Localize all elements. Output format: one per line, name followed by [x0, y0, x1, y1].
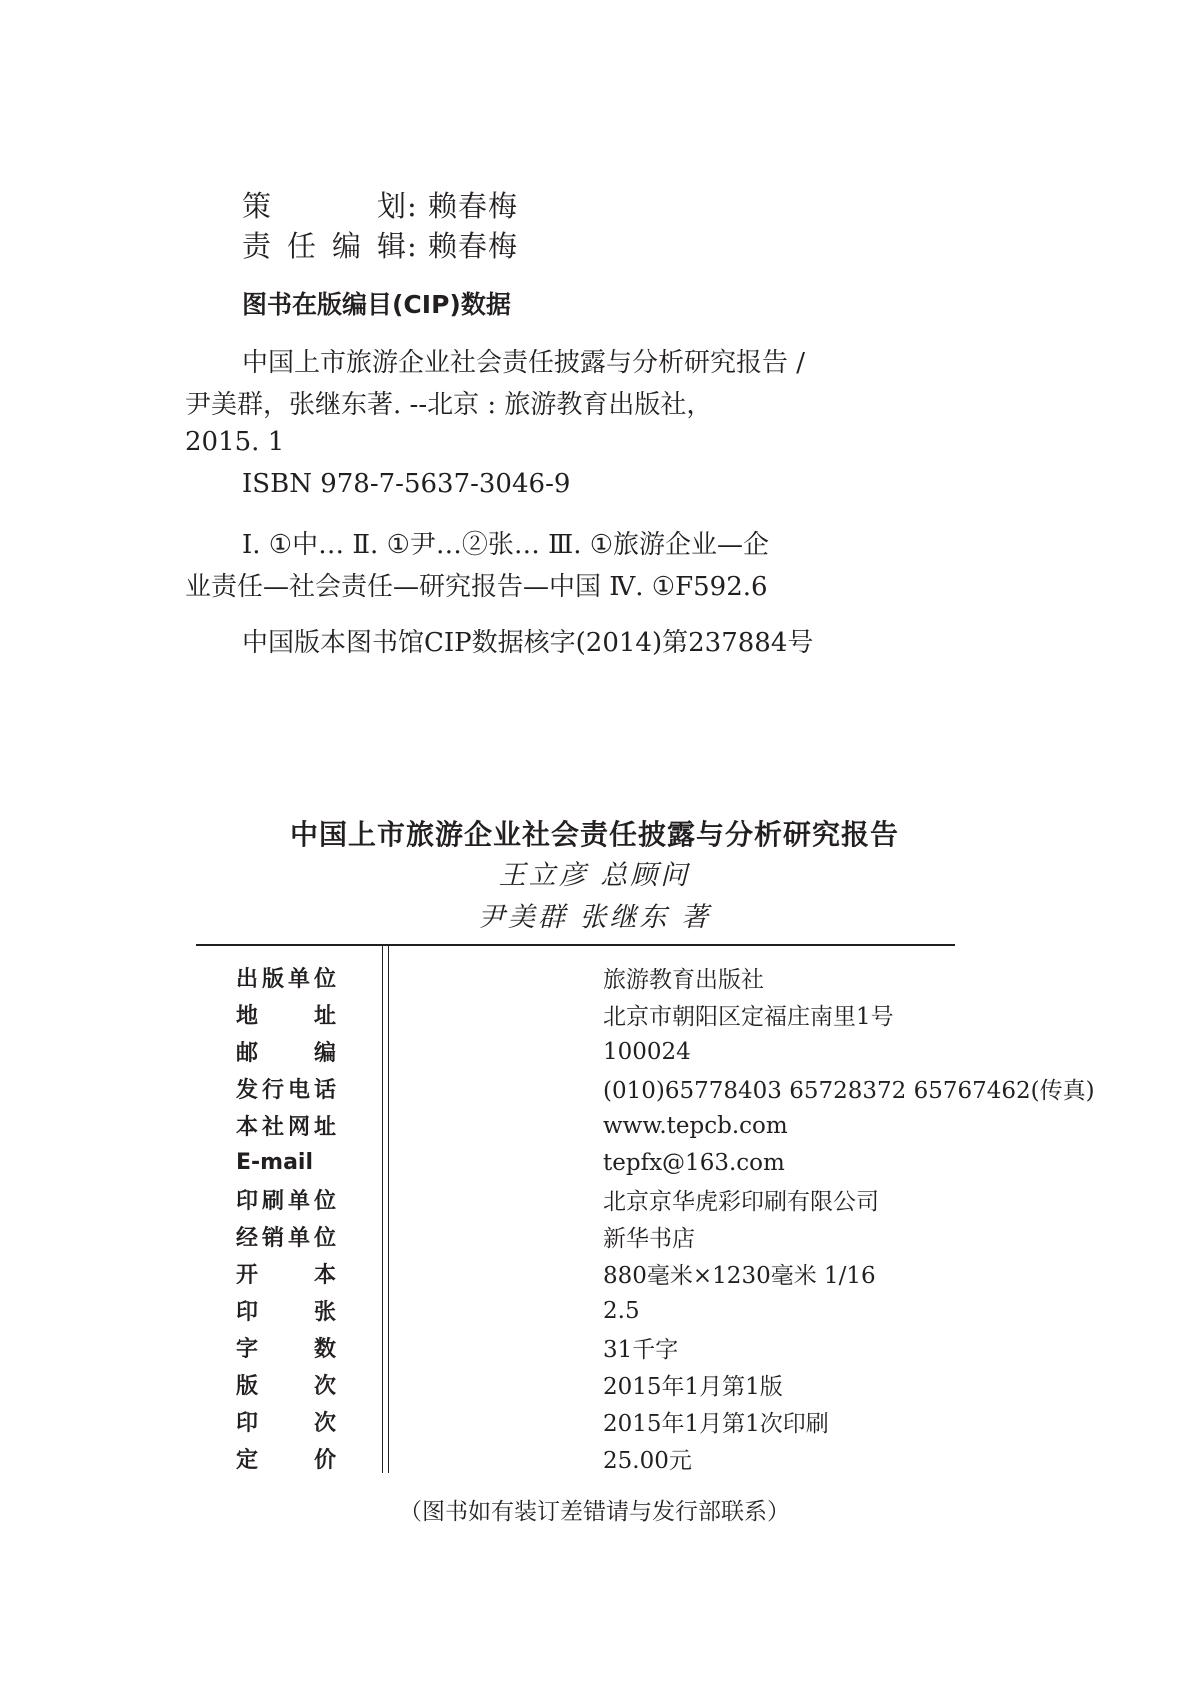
publication-info-table [236, 959, 1095, 1477]
cip-line: 中国上市旅游企业社会责任披露与分析研究报告 / [242, 348, 806, 378]
cip-line: Ⅰ. ①中… Ⅱ. ①尹…②张… Ⅲ. ①旅游企业—企 [242, 530, 770, 560]
info-row [236, 1144, 1095, 1181]
table-top-rule [196, 944, 955, 946]
credit-colon: : [407, 189, 418, 223]
credit-label: 责任编辑 [242, 229, 407, 263]
info-value: 880毫米×1230毫米 1/16 [603, 1263, 876, 1289]
footer-note: （图书如有装订差错请与发行部联系） [399, 1499, 790, 1525]
info-key-text: 印张 [236, 1300, 336, 1325]
info-row [236, 1181, 1095, 1218]
info-key-text: 出版单位 [236, 967, 336, 992]
credit-editor [242, 224, 518, 265]
cip-line: 业责任—社会责任—研究报告—中国 Ⅳ. ①F592.6 [185, 572, 768, 602]
credit-planner [242, 184, 518, 225]
info-key-text: 印次 [236, 1411, 336, 1436]
info-value: 2.5 [603, 1297, 640, 1324]
info-value: 100024 [603, 1038, 691, 1065]
info-row [236, 959, 1095, 996]
info-key [236, 1033, 416, 1070]
cip-heading: 图书在版编目(CIP)数据 [242, 290, 511, 319]
info-value: tepfx@163.com [603, 1149, 785, 1176]
info-row [236, 1107, 1095, 1144]
info-key-text: 地址 [236, 1004, 336, 1029]
info-value: 北京京华虎彩印刷有限公司 [603, 1189, 879, 1215]
info-key [236, 1218, 416, 1255]
info-key [236, 1181, 416, 1218]
info-key [236, 996, 416, 1033]
cip-isbn: ISBN 978-7-5637-3046-9 [242, 469, 571, 499]
info-key-text: E-mail [236, 1150, 314, 1175]
info-key [236, 1366, 416, 1403]
credit-colon: : [407, 229, 418, 263]
credit-value: 赖春梅 [428, 229, 519, 263]
info-row [236, 1033, 1095, 1070]
credit-value: 赖春梅 [428, 189, 519, 223]
info-key-text: 版次 [236, 1374, 336, 1399]
info-key [236, 1403, 416, 1440]
info-key [236, 1292, 416, 1329]
info-value: 北京市朝阳区定福庄南里1号 [603, 1004, 894, 1030]
book-authors: 尹美群 张继东 著 [477, 902, 712, 933]
info-key [236, 1255, 416, 1292]
info-key-text: 本社网址 [236, 1115, 336, 1140]
cip-line: 2015. 1 [185, 427, 285, 457]
info-value: 新华书店 [603, 1226, 695, 1252]
info-value: 旅游教育出版社 [603, 967, 764, 993]
info-row [236, 1366, 1095, 1403]
info-key [236, 1107, 416, 1144]
info-key-text: 经销单位 [236, 1226, 336, 1251]
info-key-text: 印刷单位 [236, 1189, 336, 1214]
info-key-text: 开本 [236, 1263, 336, 1288]
info-key [236, 1329, 416, 1366]
info-row [236, 1218, 1095, 1255]
info-key-text: 发行电话 [236, 1078, 336, 1103]
info-row [236, 1403, 1095, 1440]
info-value: 2015年1月第1版 [603, 1374, 783, 1400]
cip-record-number: 中国版本图书馆CIP数据核字(2014)第237884号 [242, 628, 814, 658]
info-key [236, 1070, 416, 1107]
info-row [236, 1329, 1095, 1366]
info-row [236, 1292, 1095, 1329]
info-key-text: 邮编 [236, 1041, 336, 1066]
info-key [236, 959, 416, 996]
info-value: 2015年1月第1次印刷 [603, 1411, 829, 1437]
info-key-text: 字数 [236, 1337, 336, 1362]
info-key-text: 定价 [236, 1448, 336, 1473]
info-value: 31千字 [603, 1337, 679, 1363]
info-value: (010)65778403 65728372 65767462(传真) [603, 1078, 1095, 1104]
info-key [236, 1440, 416, 1477]
book-advisor: 王立彦 总顾问 [498, 860, 691, 891]
info-key [236, 1144, 416, 1181]
cip-line: 尹美群，张继东著. --北京 : 旅游教育出版社， [185, 390, 713, 420]
info-row [236, 996, 1095, 1033]
info-row [236, 1440, 1095, 1477]
credit-label: 策划 [242, 189, 407, 223]
info-value: 25.00元 [603, 1448, 692, 1474]
info-value: www.tepcb.com [603, 1112, 788, 1139]
book-title: 中国上市旅游企业社会责任披露与分析研究报告 [289, 818, 899, 851]
info-row [236, 1255, 1095, 1292]
info-row [236, 1070, 1095, 1107]
